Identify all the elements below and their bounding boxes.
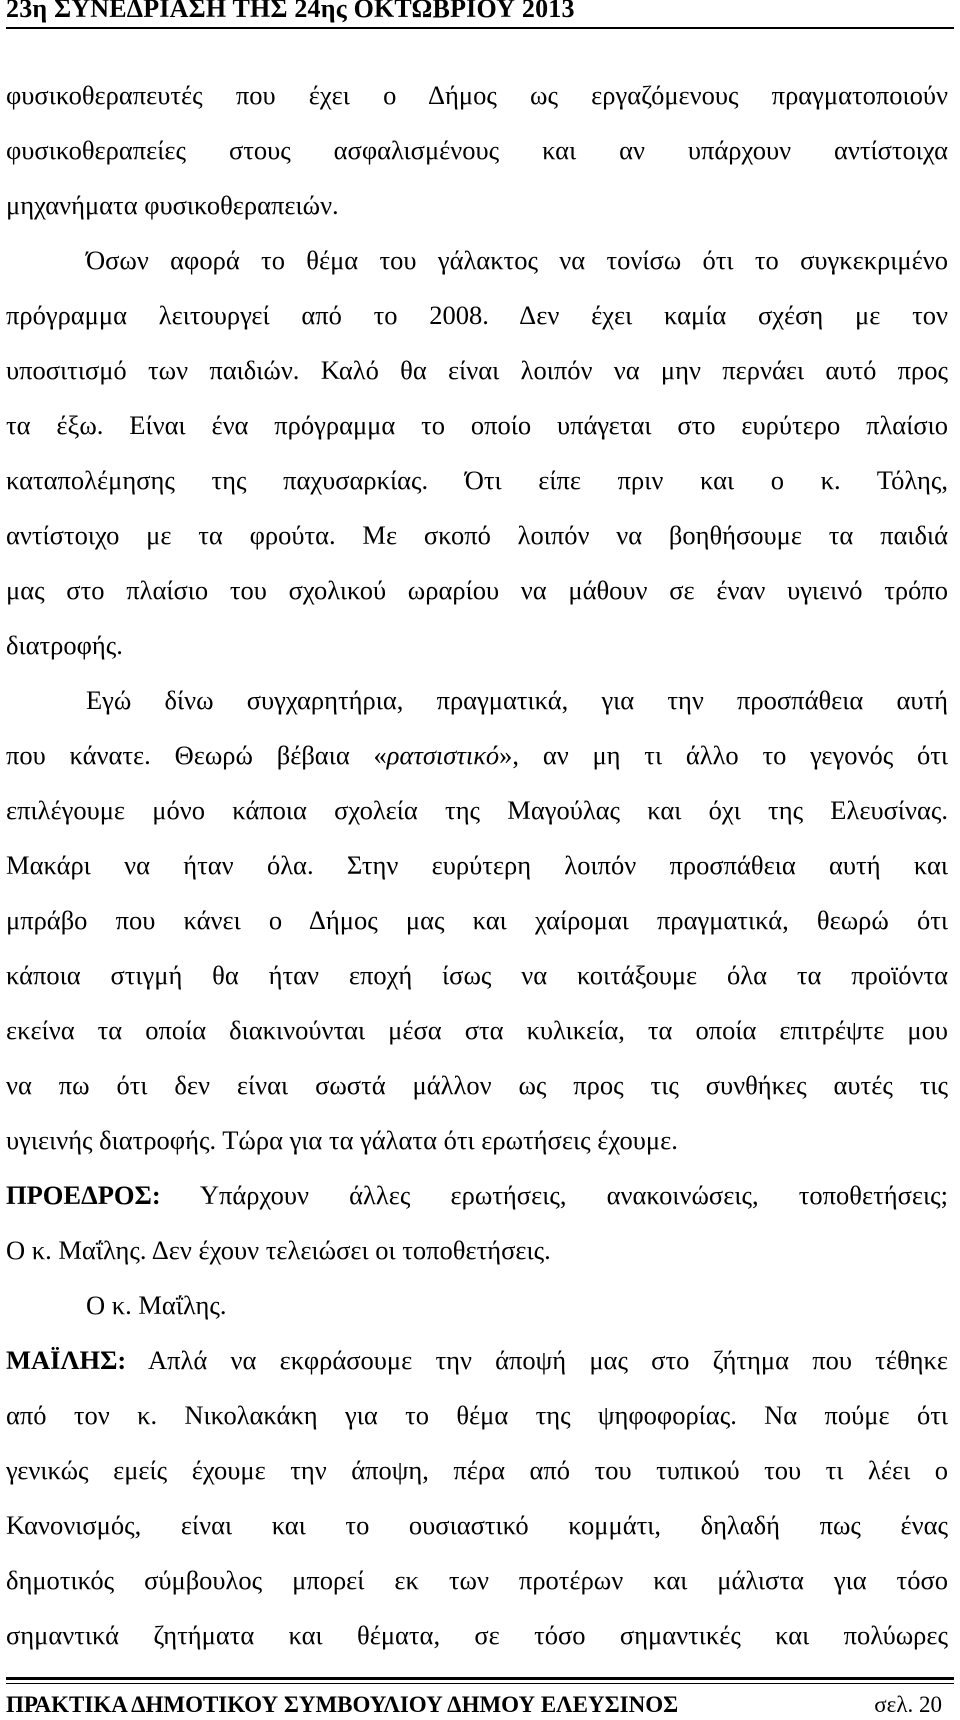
- text-line: γενικώς εμείς έχουμε την άποψη, πέρα από του τυπικού του τι λέει ο: [6, 1455, 948, 1485]
- text-line: Ο κ. Μαΐλης.: [86, 1290, 227, 1320]
- text-line: αντίστοιχο με τα φρούτα. Με σκοπό λοιπόν να βοηθήσουμε τα παιδιά: [6, 520, 948, 550]
- text-line: Όσων αφορά το θέμα του γάλακτος να τονίσω ότι το συγκεκριμένο: [86, 245, 948, 275]
- text-line: επιλέγουμε μόνο κάποια σχολεία της Μαγούλας και όχι της Ελευσίνας.: [6, 795, 948, 825]
- text-line: διατροφής.: [6, 630, 123, 660]
- text-line: μπράβο που κάνει ο Δήμος μας και χαίρομαι πραγματικά, θεωρώ ότι: [6, 905, 948, 935]
- text-line: μηχανήματα φυσικοθεραπειών.: [6, 190, 339, 220]
- page-number: σελ. 20: [874, 1692, 942, 1717]
- speaker-name: ΜΑΪΛΗΣ:: [6, 1345, 127, 1375]
- text-line: πρόγραμμα λειτουργεί από το 2008. Δεν έχει καμία σχέση με τον: [6, 300, 948, 330]
- text-line: κάποια στιγμή θα ήταν εποχή ίσως να κοιτάξουμε όλα τα προϊόντα: [6, 960, 948, 990]
- text-line: φυσικοθεραπευτές που έχει ο Δήμος ως εργαζόμενους πραγματοποιούν: [6, 80, 948, 110]
- quoted-word: ρατσιστικό: [386, 740, 500, 770]
- text-line: Ο κ. Μαΐλης. Δεν έχουν τελειώσει οι τοποθετήσεις.: [6, 1235, 551, 1265]
- page-footer: [6, 1690, 954, 1720]
- text-line: από τον κ. Νικολακάκη για το θέμα της ψηφοφορίας. Να πούμε ότι: [6, 1400, 948, 1430]
- text-line: φυσικοθεραπείες στους ασφαλισμένους και αν υπάρχουν αντίστοιχα: [6, 135, 948, 165]
- speaker-text: Υπάρχουν άλλες ερωτήσεις, ανακοινώσεις, τοποθετήσεις;: [160, 1180, 948, 1210]
- text-line: καταπολέμησης της παχυσαρκίας. Ότι είπε πριν και ο κ. Τόλης,: [6, 465, 948, 495]
- text-line: να πω ότι δεν είναι σωστά μάλλον ως προς τις συνθήκες αυτές τις: [6, 1070, 948, 1100]
- text-line: τα έξω. Είναι ένα πρόγραμμα το οποίο υπάγεται στο ευρύτερο πλαίσιο: [6, 410, 948, 440]
- text-line: υγιεινής διατροφής. Τώρα για τα γάλατα ότι ερωτήσεις έχουμε.: [6, 1125, 678, 1155]
- speaker-name: ΠΡΟΕΔΡΟΣ:: [6, 1180, 161, 1210]
- footer-title: ΠΡΑΚΤΙΚΑ ΔΗΜΟΤΙΚΟΥ ΣΥΜΒΟΥΛΙΟΥ ΔΗΜΟΥ ΕΛΕΥΣΙΝΟΣ: [6, 1692, 679, 1717]
- speaker-line: [6, 1333, 948, 1388]
- text-line: υποσιτισμό των παιδιών. Καλό θα είναι λοιπόν να μην περνάει αυτό προς: [6, 355, 948, 385]
- text-line: δημοτικός σύμβουλος μπορεί εκ των προτέρων και μάλιστα για τόσο: [6, 1565, 948, 1595]
- text-line: μας στο πλαίσιο του σχολικού ωραρίου να μάθουν σε έναν υγιεινό τρόπο: [6, 575, 948, 605]
- text-line: Κανονισμός, είναι και το ουσιαστικό κομμάτι, δηλαδή πως ένας: [6, 1510, 948, 1540]
- footer-divider: [6, 1677, 954, 1680]
- text-line: Εγώ δίνω συγχαρητήρια, πραγματικά, για την προσπάθεια αυτή: [86, 685, 948, 715]
- header-title: 23η ΣΥΝΕΔΡΙΑΣΗ ΤΗΣ 24ης ΟΚΤΩΒΡΙΟΥ 2013: [6, 0, 575, 23]
- text-segment: που κάνατε. Θεωρώ βέβαια «: [6, 740, 387, 770]
- text-line: σημαντικά ζητήματα και θέματα, σε τόσο σημαντικές και πολύωρες: [6, 1620, 948, 1650]
- page-header: [6, 0, 954, 29]
- text-line-with-quote: [6, 728, 948, 783]
- speaker-line: [6, 1168, 948, 1223]
- text-line: Μακάρι να ήταν όλα. Στην ευρύτερη λοιπόν προσπάθεια αυτή και: [6, 850, 948, 880]
- text-line: εκείνα τα οποία διακινούνται μέσα στα κυλικεία, τα οποία επιτρέψτε μου: [6, 1015, 948, 1045]
- footer-divider: [6, 1683, 954, 1684]
- body-text: [6, 68, 948, 1663]
- text-segment: », αν μη τι άλλο το γεγονός ότι: [499, 740, 948, 770]
- speaker-text: Απλά να εκφράσουμε την άποψή μας στο ζήτημα που τέθηκε: [126, 1345, 948, 1375]
